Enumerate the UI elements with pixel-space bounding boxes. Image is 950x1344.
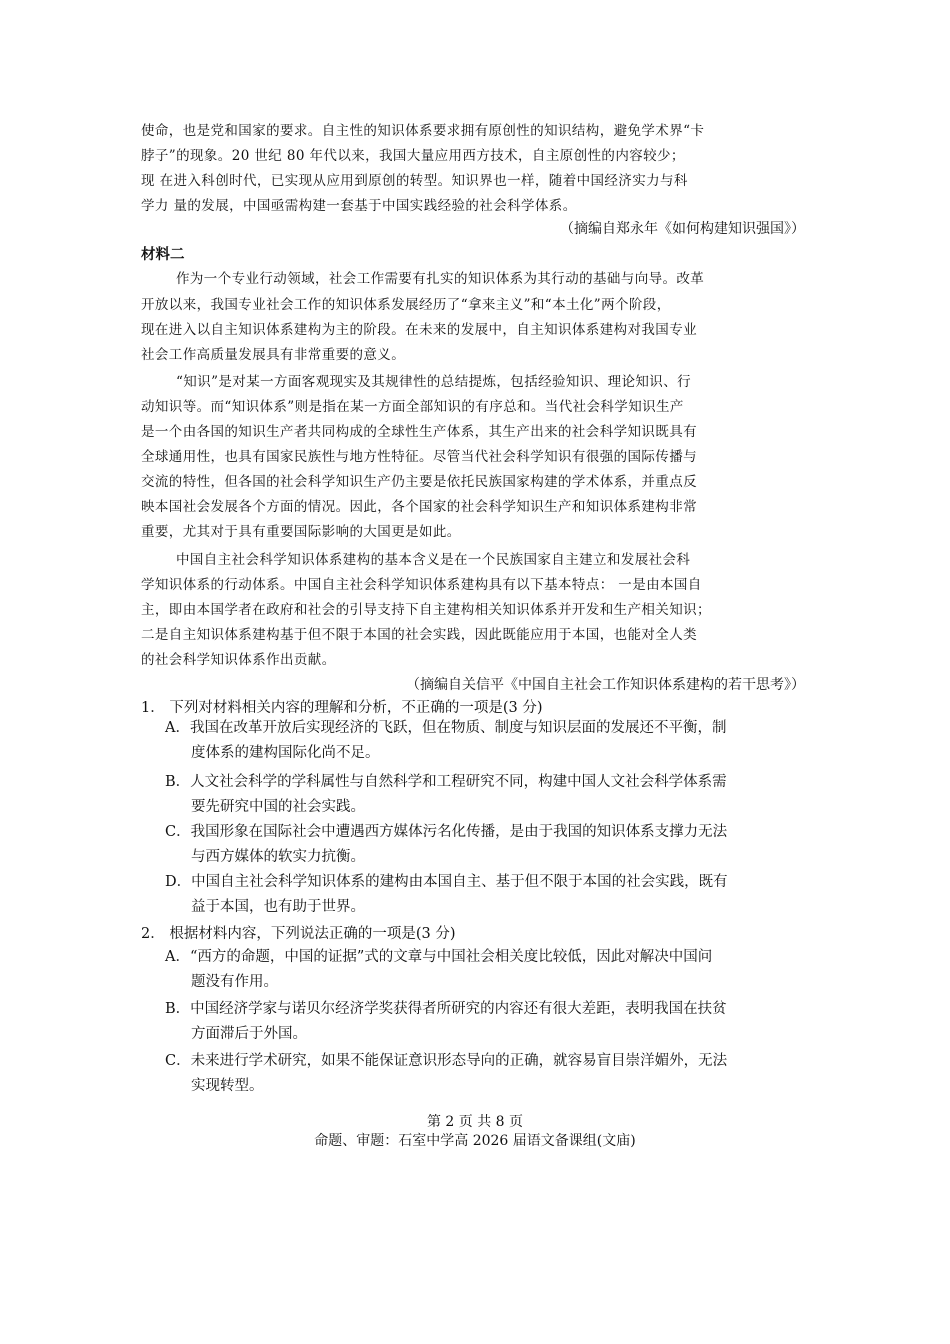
footer-credit: 命题、审题：石室中学高 2026 届语文备课组(文庙) [314, 1133, 636, 1149]
option-text: 中国经济学家与诺贝尔经济学奖获得者所研究的内容还有很大差距，表明我国在扶贫 [190, 1001, 727, 1017]
paragraph-line: 动知识等。而“知识体系”则是指在某一方面全部知识的有序总和。当代社会科学知识生产 [141, 399, 684, 415]
option-label: A． [165, 949, 190, 965]
option-text: 度体系的建构国际化尚不足。 [191, 745, 380, 761]
option-text: 与西方媒体的软实力抗衡。 [191, 849, 365, 865]
source-citation-1: （摘编自郑永年《如何构建知识强国》） [560, 221, 805, 237]
page-number: 第 2 页 共 8 页 [426, 1114, 524, 1130]
intro-line: 使命，也是党和国家的要求。自主性的知识体系要求拥有原创性的知识结构，避免学术界“卡 [141, 123, 705, 139]
paragraph-line: 学知识体系的行动体系。中国自主社会科学知识体系建构具有以下基本特点： 一是由本国自 [141, 577, 702, 593]
option-text: 题没有作用。 [191, 974, 278, 990]
paragraph-line: 作为一个专业行动领域，社会工作需要有扎实的知识体系为其行动的基础与向导。改革 [176, 271, 705, 287]
option-text: 人文社会科学的学科属性与自然科学和工程研究不同，构建中国人文社会科学体系需 [190, 774, 727, 790]
paragraph-line: 现在进入以自主知识体系建构为主的阶段。在未来的发展中，自主知识体系建构对我国专业 [141, 322, 697, 338]
paragraph-line: 全球通用性，也具有国家民族性与地方性特征。尽管当代社会科学知识有很强的国际传播与 [141, 449, 697, 465]
paragraph-line: 社会工作高质量发展具有非常重要的意义。 [141, 347, 406, 363]
material-2-title: 材料二 [141, 247, 185, 263]
question-2-option-a[interactable] [165, 945, 815, 995]
option-label: B． [165, 1001, 191, 1017]
intro-line: 脖子”的现象。20 世纪 80 年代以来，我国大量应用西方技术，自主原创性的内容较少； [141, 148, 685, 164]
question-1-option-d[interactable] [165, 870, 815, 920]
source-citation-2: （摘编自关信平《中国自主社会工作知识体系建构的若干思考》） [406, 677, 805, 693]
paragraph-line: 开放以来，我国专业社会工作的知识体系发展经历了“拿来主义”和“本土化”两个阶段， [141, 297, 671, 313]
option-label: B． [165, 774, 191, 790]
option-text: 实现转型。 [191, 1078, 264, 1094]
option-label: A． [165, 720, 190, 736]
paragraph-line: 是一个由各国的知识生产者共同构成的全球性生产体系，其生产出来的社会科学知识既具有 [141, 424, 697, 440]
question-2-option-b[interactable] [165, 997, 815, 1047]
paragraph-line: 主，即由本国学者在政府和社会的引导支持下自主建构相关知识体系并开发和生产相关知识； [141, 602, 711, 618]
option-text: 要先研究中国的社会实践。 [191, 799, 365, 815]
question-1-stem: 1． 下列对材料相关内容的理解和分析，不正确的一项是(3 分) [141, 700, 543, 716]
option-text: 益于本国，也有助于世界。 [191, 899, 365, 915]
paragraph-line: “知识”是对某一方面客观现实及其规律性的总结提炼，包括经验知识、理论知识、行 [176, 374, 692, 390]
paragraph-line: 交流的特性，但各国的社会科学知识生产仍主要是依托民族国家构建的学术体系，并重点反 [141, 474, 697, 490]
option-label: C． [165, 1053, 191, 1069]
question-2-stem: 2． 根据材料内容，下列说法正确的一项是(3 分) [141, 926, 456, 942]
option-text: 方面滞后于外国。 [191, 1026, 307, 1042]
paragraph-line: 二是自主知识体系建构基于但不限于本国的社会实践，因此既能应用于本国，也能对全人类 [141, 627, 697, 643]
option-text: “西方的命题，中国的证据”式的文章与中国社会相关度比较低，因此对解决中国问 [189, 949, 713, 965]
intro-line: 学力 量的发展，中国亟需构建一套基于中国实践经验的社会科学体系。 [141, 198, 577, 214]
option-text: 中国自主社会科学知识体系的建构由本国自主、基于但不限于本国的社会实践，既有 [191, 874, 728, 890]
paragraph-line: 的社会科学知识体系作出贡献。 [141, 652, 336, 668]
option-text: 未来进行学术研究，如果不能保证意识形态导向的正确，就容易盲目崇洋媚外，无法 [190, 1053, 728, 1069]
option-label: C． [165, 824, 191, 840]
question-2-option-c[interactable] [165, 1049, 815, 1099]
question-1-option-a[interactable] [165, 716, 815, 766]
option-text: 我国在改革开放后实现经济的飞跃，但在物质、制度与知识层面的发展还不平衡，制 [189, 720, 727, 736]
option-label: D． [165, 874, 192, 890]
paragraph-line: 中国自主社会科学知识体系建构的基本含义是在一个民族国家自主建立和发展社会科 [176, 552, 691, 568]
paragraph-line: 重要，尤其对于具有重要国际影响的大国更是如此。 [141, 524, 461, 540]
intro-line: 现 在进入科创时代，已实现从应用到原创的转型。知识界也一样，随着中国经济实力与科 [141, 173, 688, 189]
question-1-option-b[interactable] [165, 770, 815, 820]
paragraph-line: 映本国社会发展各个方面的情况。因此，各个国家的社会科学知识生产和知识体系建构非常 [141, 499, 697, 515]
question-1-option-c[interactable] [165, 820, 815, 870]
option-text: 我国形象在国际社会中遭遇西方媒体污名化传播，是由于我国的知识体系支撑力无法 [190, 824, 728, 840]
